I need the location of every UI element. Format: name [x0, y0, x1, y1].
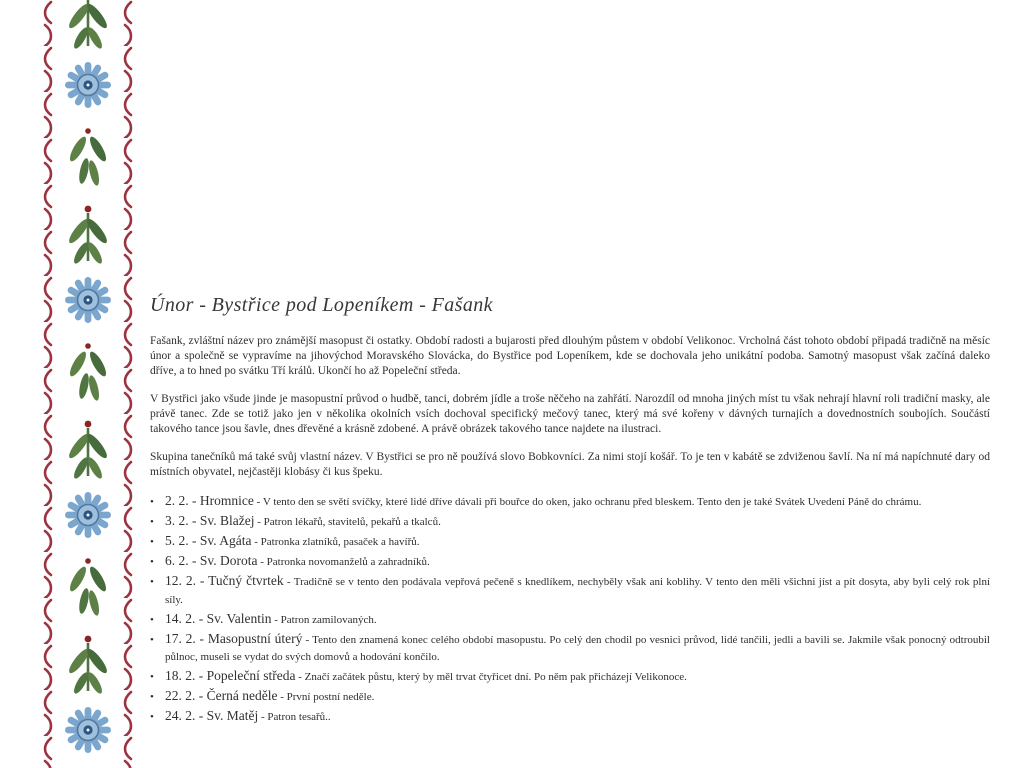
- event-description: Značí začátek půstu, který by měl trvat čtyřicet dní. Po něm pak přicházejí Velikonoce.: [304, 671, 687, 683]
- event-date-name: 2. 2. - Hromnice: [165, 493, 254, 508]
- event-separator: -: [258, 711, 268, 723]
- event-separator: -: [271, 613, 281, 626]
- event-description: Tento den znamená konec celého období masopustu. Po celý den chodil po vesnici průvod, lidé tančili, jedli a bavili se. Jakmile však ponocný odtroubil půlnoc, museli se vydat do svých domovů a hodování končilo.: [165, 633, 990, 663]
- event-description: Patron tesařů..: [267, 711, 331, 723]
- event-date-name: 24. 2. - Sv. Matěj: [165, 708, 259, 723]
- events-list: [150, 493, 990, 726]
- folk-motif: [65, 707, 111, 768]
- event-date-name: 17. 2. - Masopustní úterý: [165, 630, 303, 646]
- event-description: Patronka zlatníků, pasaček a havířů.: [260, 536, 420, 548]
- page-content: [150, 294, 990, 728]
- event-separator: -: [295, 671, 305, 683]
- bullet-icon: •: [150, 613, 154, 626]
- event-separator: -: [254, 516, 264, 528]
- event-separator: -: [302, 633, 313, 646]
- bullet-icon: •: [150, 711, 154, 723]
- event-date-name: 18. 2. - Popeleční středa: [165, 668, 296, 683]
- event-date-name: 3. 2. - Sv. Blažej: [165, 513, 255, 528]
- folk-motif: [65, 277, 111, 480]
- event-separator: -: [283, 576, 294, 588]
- folk-motif: [65, 492, 111, 695]
- bobkovnici-paragraph: Skupina tanečníků má také svůj vlastní název. V Bystřici se pro ně používá slovo Bobkovníci. Za nimi stojí košář. To je ten v kabátě se zdviženou šavlí. Na ní má napíchnuté dary od místních obyvatel, nejčastěji klobásy či kus špeku.: [150, 451, 990, 478]
- list-item: [150, 631, 990, 666]
- bullet-icon: •: [150, 536, 154, 548]
- list-item: [150, 493, 990, 511]
- list-item: [150, 513, 990, 531]
- dance-paragraph: V Bystřici jako všude jinde je masopustní průvod o hudbě, tanci, dobrém jídle a troše něčeho na zahřátí. Narozdíl od mnoha jiných míst tu však nehrají hlavní roli tradiční masky, ale právě tanec. Zde se totiž jako jen v několika okolních vsích dochoval specifický mečový tanec, který má své kořeny v dávných turnajích a dovednostních soubojích. Součástí takového tance jsou šavle, dnes dřevěné a krásně zdobené. A právě obrázek takového tance najdete na ilustraci.: [150, 393, 990, 435]
- bullet-icon: •: [150, 633, 154, 646]
- event-description: Patron lékařů, stavitelů, pekařů a tkalců.: [263, 516, 441, 528]
- list-item: [150, 668, 990, 686]
- scallop-edge-left: [38, 0, 58, 768]
- bullet-icon: •: [150, 556, 154, 568]
- folk-border-illustration: [38, 0, 138, 768]
- event-separator: -: [277, 691, 287, 703]
- event-date-name: 22. 2. - Černá neděle: [165, 688, 278, 703]
- event-date-name: 5. 2. - Sv. Agáta: [165, 533, 252, 548]
- event-description: V tento den se světí svíčky, které lidé dříve dávali při bouřce do oken, jako ochranu před bleskem. Tento den je také Svátek Uvedení Páně do chrámu.: [262, 496, 922, 508]
- page-title: Únor - Bystřice pod Lopeníkem - Fašank: [150, 294, 493, 316]
- event-description: Patron zamilovaných.: [280, 613, 377, 626]
- scallop-edge-right: [118, 0, 138, 768]
- list-item: [150, 708, 990, 726]
- bullet-icon: •: [150, 691, 154, 703]
- folk-motif: [65, 62, 111, 265]
- list-item: [150, 611, 990, 629]
- bullet-icon: •: [150, 516, 154, 528]
- event-date-name: 12. 2. - Tučný čtvrtek: [165, 573, 284, 588]
- bullet-icon: •: [150, 671, 154, 683]
- list-item: [150, 553, 990, 571]
- event-separator: -: [257, 556, 267, 568]
- event-date-name: 14. 2. - Sv. Valentin: [165, 610, 272, 626]
- event-separator: -: [253, 496, 263, 508]
- event-date-name: 6. 2. - Sv. Dorota: [165, 553, 258, 568]
- event-separator: -: [251, 536, 261, 548]
- bullet-icon: •: [150, 576, 154, 588]
- folk-motif: [65, 0, 111, 50]
- event-description: Patronka novomanželů a zahradníků.: [266, 556, 430, 568]
- event-description: Tradičně se v tento den podávala vepřová pečeně s knedlíkem, nechyběly však ani koblihy. V tento den měli všichni jíst a pít dosyta, aby byli celý rok plní síly.: [165, 576, 991, 606]
- event-description: První postní neděle.: [286, 691, 375, 703]
- list-item: [150, 688, 990, 706]
- intro-paragraph: Fašank, zvláštní název pro známější masopust či ostatky. Období radosti a bujarosti před dlouhým půstem v období Velikonoc. Vrcholná část tohoto období připadá tradičně na měsíc únor a společně se vypravíme na jihovýchod Moravského Slovácka, do Bystřice pod Lopeníkem, kde se dochovala jeho unikátní podoba. Samotný masopust však začíná daleko dříve, a to hned po svátku Tří králů. Ukončí ho až Popeleční středa.: [150, 335, 990, 377]
- bullet-icon: •: [150, 496, 154, 508]
- list-item: [150, 573, 990, 608]
- list-item: [150, 533, 990, 551]
